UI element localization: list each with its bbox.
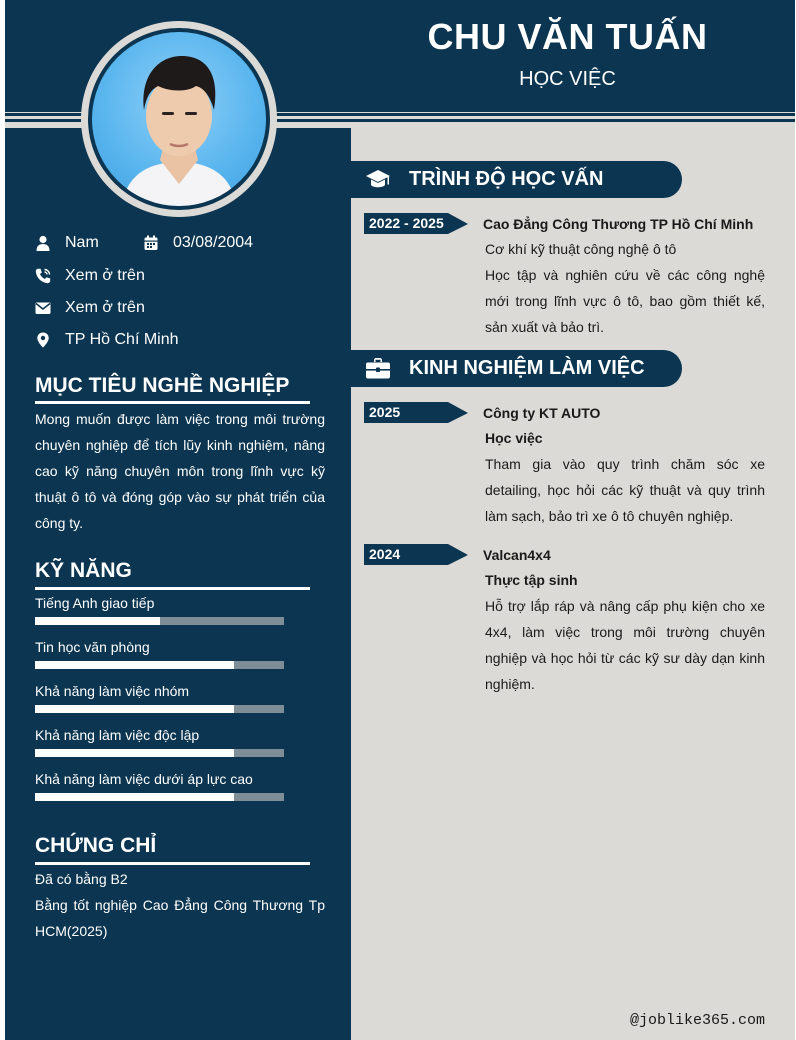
- calendar-icon: [143, 235, 159, 251]
- skill-bar: [35, 705, 284, 713]
- skill-name: Tiếng Anh giao tiếp: [35, 595, 155, 611]
- skill-bar-fill: [35, 661, 234, 669]
- education-period-tag: [364, 213, 468, 234]
- map-pin-icon: [35, 332, 51, 348]
- contact-email: [35, 298, 145, 318]
- candidate-position: HỌC VIỆC: [519, 68, 616, 90]
- skill-name: Khả năng làm việc độc lập: [35, 727, 200, 743]
- gender-value: Nam: [65, 234, 99, 251]
- contact-address: [35, 330, 179, 350]
- skill-name: Khả năng làm việc nhóm: [35, 683, 190, 699]
- education-description: Học tập và nghiên cứu về các công nghệ mới trong lĩnh vực ô tô, bao gồm thiết kế, sản xuất và bảo trì.: [485, 267, 765, 335]
- contact-birthdate: [143, 233, 253, 253]
- skill-bar: [35, 793, 284, 801]
- skill-bar-fill: [35, 705, 234, 713]
- experience-title: KINH NGHIỆM LÀM VIỆC: [409, 357, 645, 379]
- skill-bar: [35, 661, 284, 669]
- experience-period-tag: [364, 402, 468, 423]
- education-school: Cao Đẳng Công Thương TP Hồ Chí Minh: [483, 216, 754, 232]
- email-value: Xem ở trên: [65, 299, 145, 316]
- experience-period-tag: [364, 544, 468, 565]
- graduation-cap-icon: [365, 167, 391, 193]
- experience-description: Hỗ trợ lắp ráp và nâng cấp phụ kiện cho xe 4x4, làm việc trong môi trường chuyên nghiệp và học hỏi từ các kỹ sư dày dạn kinh nghiệm.: [485, 598, 765, 692]
- experience-header: [351, 350, 682, 387]
- education-period: 2022 - 2025: [364, 213, 448, 234]
- phone-icon: [35, 268, 51, 284]
- education-major: Cơ khí kỹ thuật công nghệ ô tô: [485, 241, 677, 257]
- experience-period: 2025: [364, 402, 448, 423]
- skill-bar-fill: [35, 749, 234, 757]
- watermark: @joblike365.com: [629, 1012, 765, 1029]
- objective-rule: [35, 401, 310, 404]
- sidebar: [5, 128, 351, 1040]
- experience-company: Valcan4x4: [483, 547, 551, 563]
- avatar-frame: [81, 21, 277, 217]
- portrait-icon: [92, 32, 266, 206]
- contact-gender: [35, 233, 99, 253]
- user-icon: [35, 235, 51, 251]
- objective-title: MỤC TIÊU NGHỀ NGHIỆP: [35, 374, 290, 397]
- certificates-title: CHỨNG CHỈ: [35, 834, 157, 857]
- cv-page: [5, 0, 795, 1040]
- certificates-rule: [35, 862, 310, 865]
- briefcase-icon: [365, 356, 391, 382]
- objective-text: Mong muốn được làm việc trong môi trường chuyên nghiệp để tích lũy kinh nghiệm, nâng cao kỹ năng chuyên môn trong lĩnh vực kỹ thuật ô tô và đóng góp vào sự phát triển của công ty.: [35, 411, 325, 531]
- experience-company: Công ty KT AUTO: [483, 405, 601, 421]
- education-title: TRÌNH ĐỘ HỌC VẤN: [409, 168, 604, 190]
- skill-name: Khả năng làm việc dưới áp lực cao: [35, 771, 253, 787]
- contact-phone: [35, 266, 145, 286]
- avatar: [92, 32, 266, 206]
- experience-period: 2024: [364, 544, 448, 565]
- envelope-icon: [35, 300, 51, 316]
- skills-rule: [35, 587, 310, 590]
- birthdate-value: 03/08/2004: [173, 234, 254, 251]
- skill-name: Tin học văn phòng: [35, 639, 150, 655]
- experience-role: Học việc: [485, 430, 543, 446]
- skill-bar-fill: [35, 617, 160, 625]
- certificate-item: Đã có bằng B2: [35, 871, 128, 887]
- experience-role: Thực tập sinh: [485, 572, 578, 588]
- skill-bar: [35, 617, 284, 625]
- certificate-item: Bằng tốt nghiệp Cao Đẳng Công Thương Tp HCM(2025): [35, 897, 325, 939]
- skill-bar-fill: [35, 793, 234, 801]
- skill-bar: [35, 749, 284, 757]
- phone-value: Xem ở trên: [65, 267, 145, 284]
- education-header: [351, 161, 682, 198]
- address-value: TP Hồ Chí Minh: [65, 331, 179, 348]
- candidate-name: CHU VĂN TUẤN: [427, 16, 708, 57]
- skills-title: KỸ NĂNG: [35, 559, 132, 582]
- experience-description: Tham gia vào quy trình chăm sóc xe detailing, học hỏi các kỹ thuật và quy trình làm sạch, bảo trì xe ô tô chuyên nghiệp.: [485, 456, 765, 524]
